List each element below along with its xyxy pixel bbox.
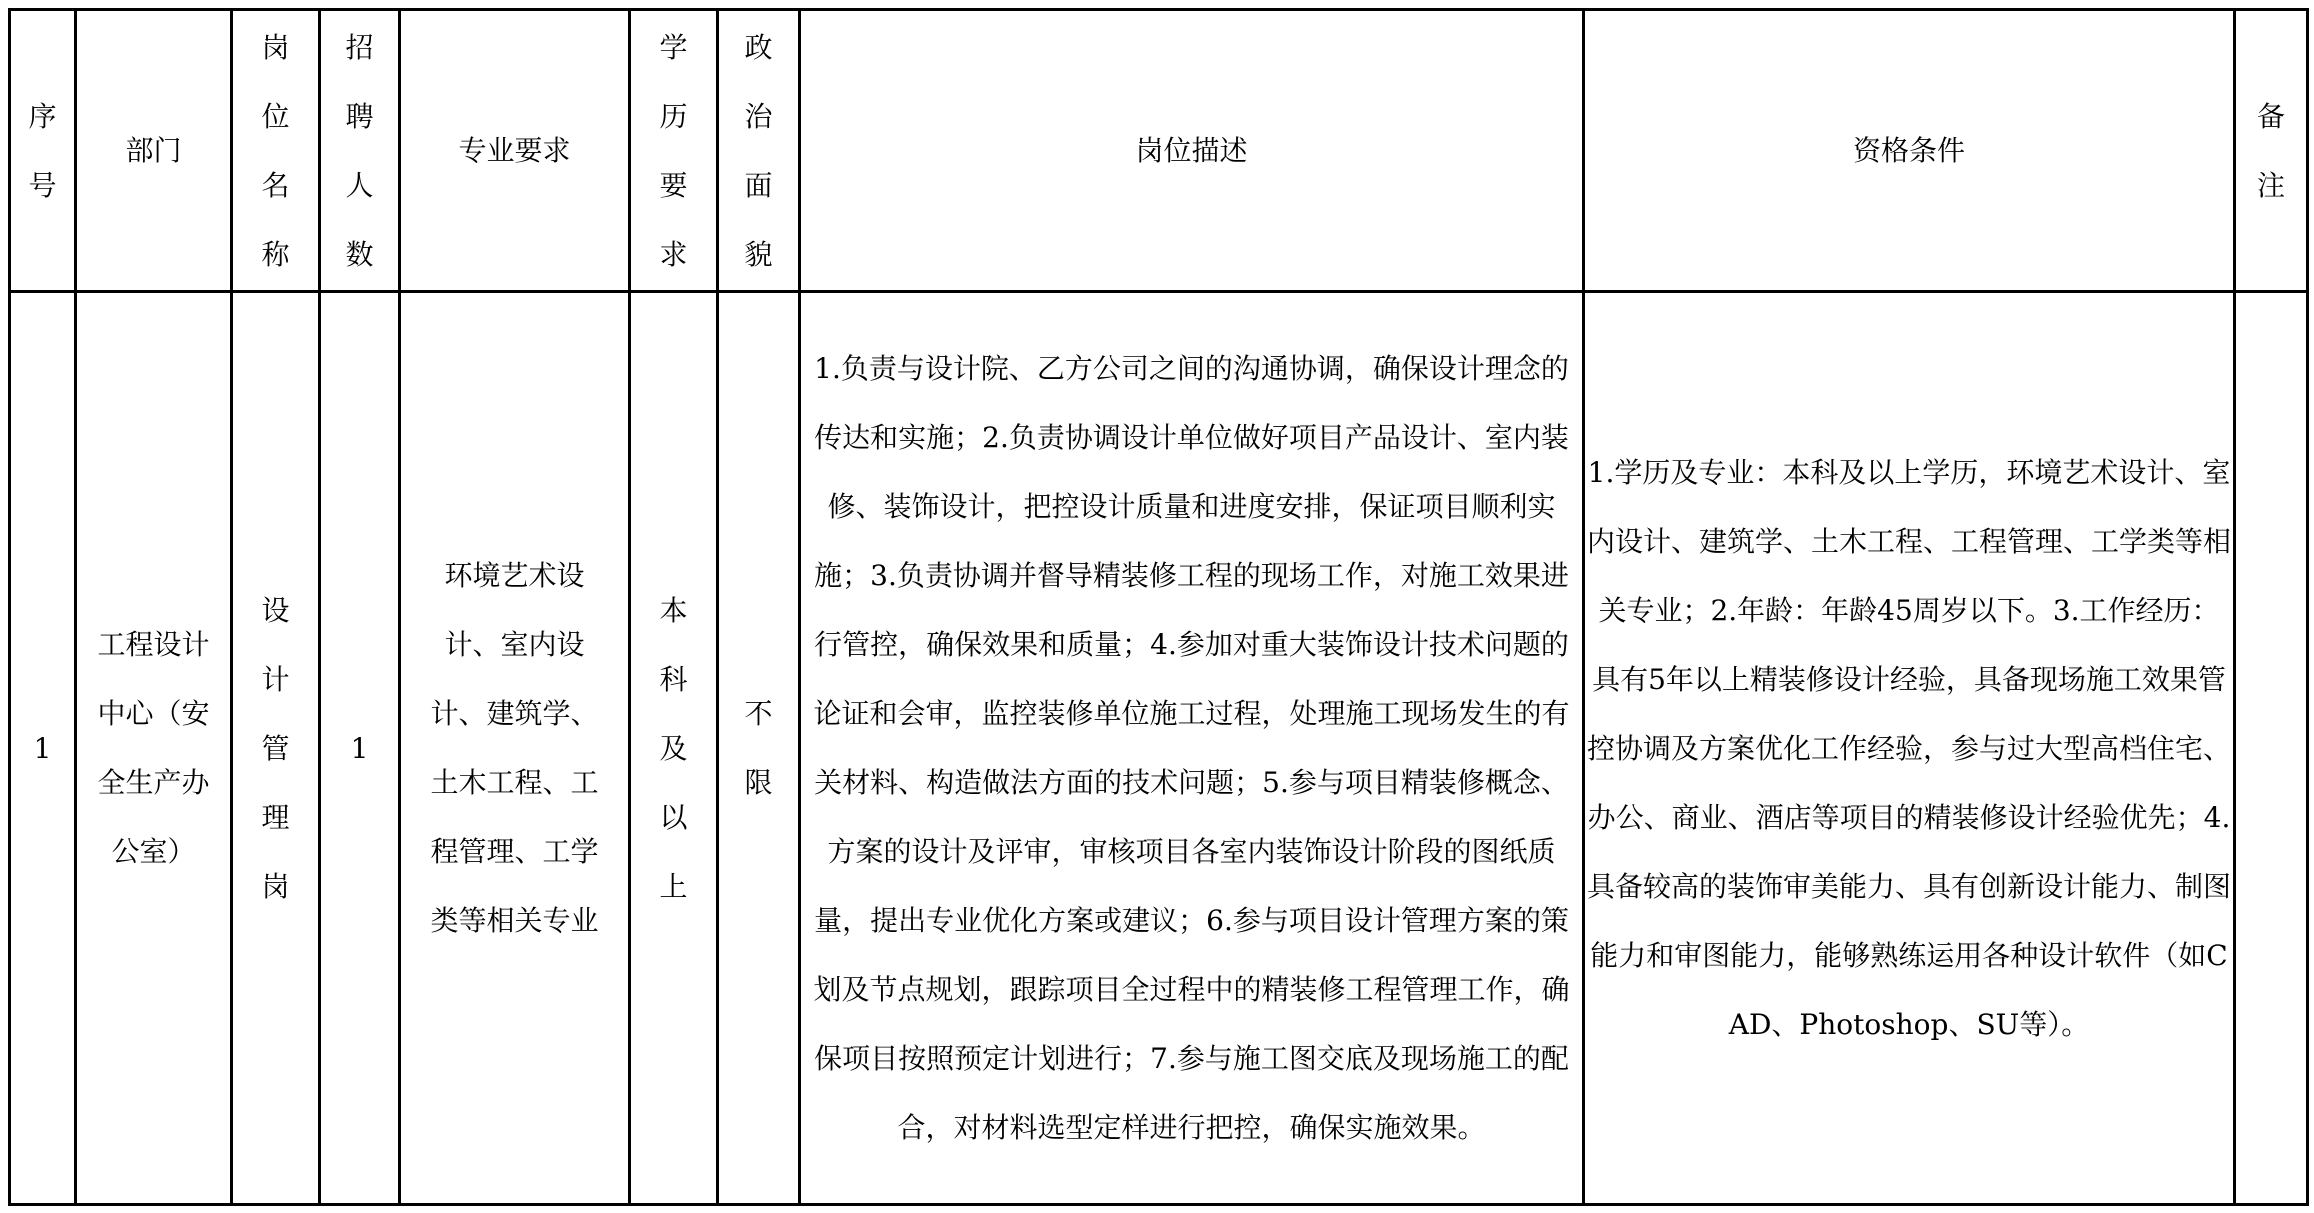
cell-position: 设计管理岗 <box>232 292 320 1205</box>
cell-description: 1.负责与设计院、乙方公司之间的沟通协调，确保设计理念的传达和实施；2.负责协调设计单位做好项目产品设计、室内装修、装饰设计，把控设计质量和进度安排，保证项目顺利实施；3.负责协调并督导精装修工程的现场工作，对施工效果进行管控，确保效果和质量；4.参加对重大装饰设计技术问题的论证和会审，监控装修单位施工过程，处理施工现场发生的有关材料、构造做法方面的技术问题；5.参与项目精装修概念、方案的设计及评审，审核项目各室内装饰设计阶段的图纸质量，提出专业优化方案或建议；6.参与项目设计管理方案的策划及节点规划，跟踪项目全过程中的精装修工程管理工作，确保项目按照预定计划进行；7.参与施工图交底及现场施工的配合，对材料选型定样进行把控，确保实施效果。 <box>800 292 1584 1205</box>
header-description: 岗位描述 <box>800 10 1584 292</box>
header-political: 政治面貌 <box>718 10 800 292</box>
cell-education: 本科及以上 <box>630 292 718 1205</box>
cell-dept: 工程设计中心（安全生产办公室） <box>76 292 232 1205</box>
header-count: 招聘人数 <box>320 10 400 292</box>
header-education: 学历要求 <box>630 10 718 292</box>
table-row <box>10 292 2308 1205</box>
header-major: 专业要求 <box>400 10 630 292</box>
header-seq: 序号 <box>10 10 76 292</box>
header-dept: 部门 <box>76 10 232 292</box>
header-remarks: 备注 <box>2235 10 2308 292</box>
recruitment-table <box>8 8 2309 1206</box>
header-position: 岗位名称 <box>232 10 320 292</box>
cell-seq: 1 <box>10 292 76 1205</box>
cell-major: 环境艺术设计、室内设计、建筑学、土木工程、工程管理、工学类等相关专业 <box>400 292 630 1205</box>
header-row <box>10 10 2308 292</box>
cell-remarks <box>2235 292 2308 1205</box>
cell-political: 不限 <box>718 292 800 1205</box>
header-qualification: 资格条件 <box>1584 10 2235 292</box>
cell-qualification: 1.学历及专业：本科及以上学历，环境艺术设计、室内设计、建筑学、土木工程、工程管理、工学类等相关专业；2.年龄：年龄45周岁以下。3.工作经历：具有5年以上精装修设计经验，具备现场施工效果管控协调及方案优化工作经验，参与过大型高档住宅、办公、商业、酒店等项目的精装修设计经验优先；4.具备较高的装饰审美能力、具有创新设计能力、制图能力和审图能力，能够熟练运用各种设计软件（如CAD、Photoshop、SU等）。 <box>1584 292 2235 1205</box>
cell-count: 1 <box>320 292 400 1205</box>
